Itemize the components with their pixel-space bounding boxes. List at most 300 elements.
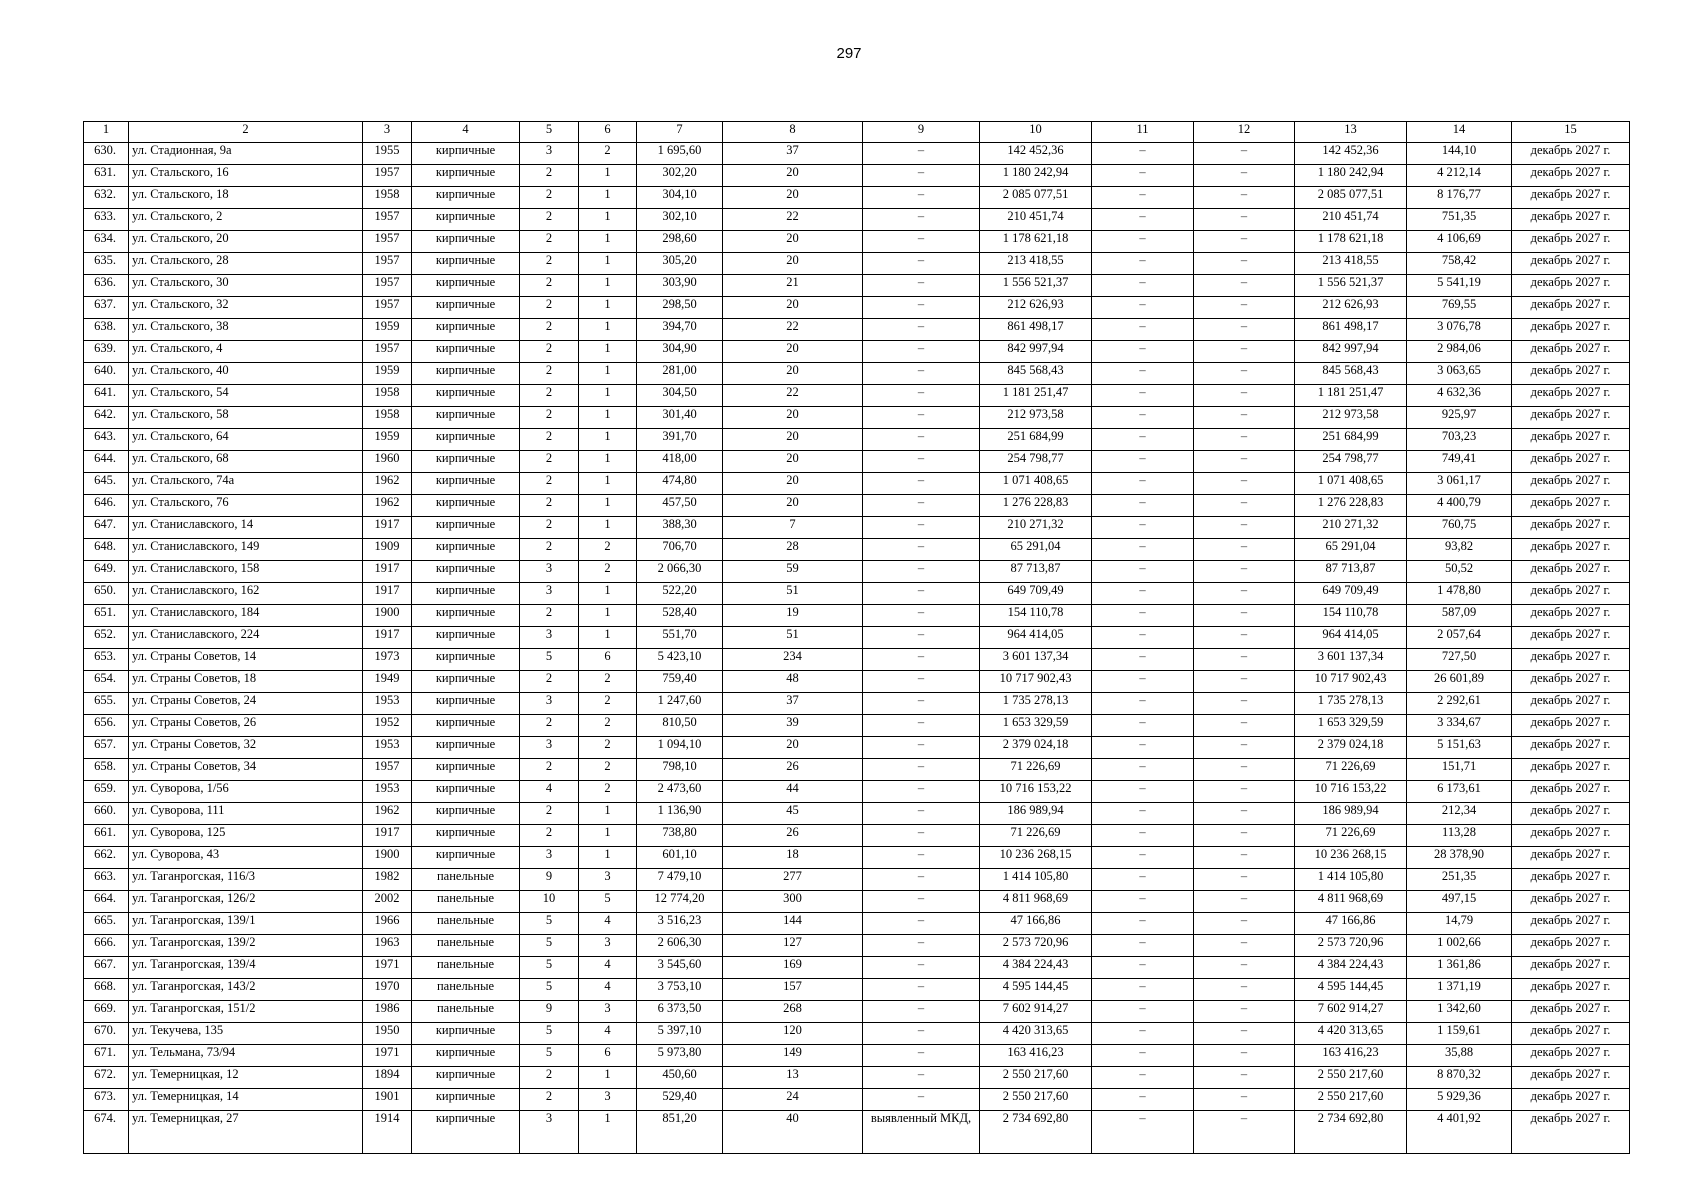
column-header-7: 7 [637, 122, 723, 143]
table-row [84, 275, 1630, 297]
cell-cost-col-11: – [1092, 671, 1194, 693]
cell-deadline: декабрь 2027 г. [1512, 473, 1630, 495]
column-header-9: 9 [863, 122, 980, 143]
cell-cost-col-11: – [1092, 627, 1194, 649]
cell-total-area: 474,80 [637, 473, 723, 495]
cell-cost-col-11: – [1092, 803, 1194, 825]
cell-address: ул. Суворова, 111 [129, 803, 363, 825]
cell-cost-col-12: – [1194, 605, 1295, 627]
column-header-2: 2 [129, 122, 363, 143]
cell-address: ул. Стальского, 58 [129, 407, 363, 429]
cell-cost-total: 2 550 217,60 [980, 1067, 1092, 1089]
table-row [84, 407, 1630, 429]
cell-entrances: 1 [579, 165, 637, 187]
table-row [84, 231, 1630, 253]
cell-deadline: декабрь 2027 г. [1512, 385, 1630, 407]
cell-wall-material: кирпичные [412, 495, 520, 517]
cell-deadline: декабрь 2027 г. [1512, 935, 1630, 957]
cell-address: ул. Таганрогская, 116/3 [129, 869, 363, 891]
cell-floors: 2 [520, 715, 579, 737]
cell-deadline: декабрь 2027 г. [1512, 825, 1630, 847]
table-row [84, 319, 1630, 341]
cell-year-built: 1894 [363, 1067, 412, 1089]
cell-row-number: 640. [84, 363, 129, 385]
cell-year-built: 1957 [363, 341, 412, 363]
cell-cost-per-sqm: 1 342,60 [1407, 1001, 1512, 1023]
cell-wall-material: кирпичные [412, 539, 520, 561]
cell-note: – [863, 1045, 980, 1067]
cell-cost-total: 1 556 521,37 [980, 275, 1092, 297]
cell-floors: 5 [520, 1023, 579, 1045]
cell-cost-col-13: 2 734 692,80 [1295, 1111, 1407, 1154]
cell-address: ул. Станиславского, 162 [129, 583, 363, 605]
cell-cost-per-sqm: 5 151,63 [1407, 737, 1512, 759]
cell-cost-per-sqm: 2 057,64 [1407, 627, 1512, 649]
cell-cost-col-12: – [1194, 693, 1295, 715]
cell-total-area: 450,60 [637, 1067, 723, 1089]
cell-residents: 20 [723, 429, 863, 451]
cell-wall-material: кирпичные [412, 517, 520, 539]
cell-residents: 20 [723, 407, 863, 429]
cell-cost-col-11: – [1092, 1023, 1194, 1045]
cell-year-built: 1959 [363, 319, 412, 341]
cell-wall-material: кирпичные [412, 1067, 520, 1089]
cell-floors: 2 [520, 451, 579, 473]
cell-note: – [863, 275, 980, 297]
table-row [84, 561, 1630, 583]
cell-cost-col-11: – [1092, 1111, 1194, 1154]
cell-cost-per-sqm: 1 002,66 [1407, 935, 1512, 957]
table-row [84, 253, 1630, 275]
table-row [84, 847, 1630, 869]
cell-cost-per-sqm: 1 159,61 [1407, 1023, 1512, 1045]
cell-cost-col-13: 163 416,23 [1295, 1045, 1407, 1067]
cell-floors: 5 [520, 649, 579, 671]
cell-cost-col-12: – [1194, 275, 1295, 297]
cell-year-built: 1986 [363, 1001, 412, 1023]
cell-address: ул. Станиславского, 224 [129, 627, 363, 649]
cell-cost-col-13: 212 973,58 [1295, 407, 1407, 429]
table-row [84, 671, 1630, 693]
cell-cost-col-12: – [1194, 781, 1295, 803]
cell-cost-col-12: – [1194, 759, 1295, 781]
cell-wall-material: кирпичные [412, 297, 520, 319]
cell-cost-total: 1 653 329,59 [980, 715, 1092, 737]
cell-wall-material: кирпичные [412, 1045, 520, 1067]
table-row [84, 737, 1630, 759]
cell-deadline: декабрь 2027 г. [1512, 231, 1630, 253]
cell-total-area: 1 094,10 [637, 737, 723, 759]
cell-cost-col-13: 649 709,49 [1295, 583, 1407, 605]
cell-cost-per-sqm: 50,52 [1407, 561, 1512, 583]
cell-year-built: 1957 [363, 759, 412, 781]
cell-floors: 2 [520, 231, 579, 253]
cell-cost-col-13: 212 626,93 [1295, 297, 1407, 319]
column-header-15: 15 [1512, 122, 1630, 143]
cell-note: – [863, 209, 980, 231]
cell-cost-per-sqm: 3 061,17 [1407, 473, 1512, 495]
cell-year-built: 1958 [363, 407, 412, 429]
cell-cost-total: 861 498,17 [980, 319, 1092, 341]
cell-cost-total: 2 734 692,80 [980, 1111, 1092, 1154]
cell-deadline: декабрь 2027 г. [1512, 319, 1630, 341]
cell-wall-material: кирпичные [412, 231, 520, 253]
cell-cost-per-sqm: 760,75 [1407, 517, 1512, 539]
cell-cost-col-11: – [1092, 165, 1194, 187]
cell-row-number: 636. [84, 275, 129, 297]
table-row [84, 1111, 1630, 1154]
cell-total-area: 1 136,90 [637, 803, 723, 825]
cell-deadline: декабрь 2027 г. [1512, 1067, 1630, 1089]
cell-cost-col-13: 10 716 153,22 [1295, 781, 1407, 803]
cell-cost-col-12: – [1194, 803, 1295, 825]
cell-address: ул. Стальского, 68 [129, 451, 363, 473]
cell-cost-per-sqm: 587,09 [1407, 605, 1512, 627]
cell-cost-col-11: – [1092, 143, 1194, 165]
cell-note: – [863, 583, 980, 605]
cell-cost-total: 163 416,23 [980, 1045, 1092, 1067]
table-row [84, 473, 1630, 495]
cell-row-number: 648. [84, 539, 129, 561]
cell-row-number: 658. [84, 759, 129, 781]
cell-year-built: 1953 [363, 781, 412, 803]
cell-deadline: декабрь 2027 г. [1512, 561, 1630, 583]
cell-floors: 4 [520, 781, 579, 803]
cell-entrances: 4 [579, 957, 637, 979]
cell-entrances: 1 [579, 187, 637, 209]
cell-floors: 2 [520, 1067, 579, 1089]
cell-address: ул. Стальского, 20 [129, 231, 363, 253]
cell-entrances: 4 [579, 1023, 637, 1045]
cell-year-built: 1957 [363, 275, 412, 297]
cell-cost-col-13: 964 414,05 [1295, 627, 1407, 649]
cell-wall-material: кирпичные [412, 319, 520, 341]
cell-cost-col-12: – [1194, 1023, 1295, 1045]
cell-residents: 28 [723, 539, 863, 561]
cell-cost-col-12: – [1194, 473, 1295, 495]
cell-cost-col-12: – [1194, 737, 1295, 759]
cell-cost-total: 10 236 268,15 [980, 847, 1092, 869]
cell-cost-per-sqm: 1 478,80 [1407, 583, 1512, 605]
cell-cost-total: 1 181 251,47 [980, 385, 1092, 407]
cell-deadline: декабрь 2027 г. [1512, 979, 1630, 1001]
table-row [84, 1001, 1630, 1023]
cell-total-area: 738,80 [637, 825, 723, 847]
cell-residents: 39 [723, 715, 863, 737]
cell-wall-material: кирпичные [412, 759, 520, 781]
cell-cost-total: 4 595 144,45 [980, 979, 1092, 1001]
cell-entrances: 3 [579, 869, 637, 891]
cell-address: ул. Суворова, 43 [129, 847, 363, 869]
cell-entrances: 2 [579, 539, 637, 561]
cell-residents: 127 [723, 935, 863, 957]
cell-year-built: 1952 [363, 715, 412, 737]
cell-total-area: 851,20 [637, 1111, 723, 1154]
cell-cost-total: 1 735 278,13 [980, 693, 1092, 715]
cell-cost-col-13: 1 178 621,18 [1295, 231, 1407, 253]
cell-row-number: 635. [84, 253, 129, 275]
cell-cost-per-sqm: 3 334,67 [1407, 715, 1512, 737]
cell-cost-per-sqm: 2 292,61 [1407, 693, 1512, 715]
cell-address: ул. Таганрогская, 143/2 [129, 979, 363, 1001]
cell-floors: 2 [520, 253, 579, 275]
cell-wall-material: кирпичные [412, 275, 520, 297]
cell-cost-total: 10 716 153,22 [980, 781, 1092, 803]
cell-note: – [863, 319, 980, 341]
cell-entrances: 5 [579, 891, 637, 913]
cell-note: – [863, 737, 980, 759]
cell-entrances: 3 [579, 1089, 637, 1111]
cell-cost-total: 7 602 914,27 [980, 1001, 1092, 1023]
cell-wall-material: кирпичные [412, 605, 520, 627]
cell-residents: 7 [723, 517, 863, 539]
cell-cost-col-12: – [1194, 1111, 1295, 1154]
cell-cost-col-11: – [1092, 957, 1194, 979]
column-header-5: 5 [520, 122, 579, 143]
cell-row-number: 644. [84, 451, 129, 473]
housing-registry-table [83, 121, 1630, 1154]
column-header-12: 12 [1194, 122, 1295, 143]
cell-row-number: 634. [84, 231, 129, 253]
cell-cost-col-13: 4 595 144,45 [1295, 979, 1407, 1001]
cell-address: ул. Суворова, 125 [129, 825, 363, 847]
cell-note: – [863, 231, 980, 253]
cell-cost-total: 4 384 224,43 [980, 957, 1092, 979]
cell-wall-material: панельные [412, 869, 520, 891]
cell-cost-per-sqm: 4 106,69 [1407, 231, 1512, 253]
cell-cost-total: 47 166,86 [980, 913, 1092, 935]
cell-cost-per-sqm: 3 063,65 [1407, 363, 1512, 385]
cell-note: – [863, 825, 980, 847]
cell-address: ул. Стальского, 64 [129, 429, 363, 451]
cell-entrances: 1 [579, 825, 637, 847]
cell-address: ул. Стальского, 32 [129, 297, 363, 319]
cell-row-number: 643. [84, 429, 129, 451]
cell-note: – [863, 539, 980, 561]
cell-cost-col-13: 1 414 105,80 [1295, 869, 1407, 891]
cell-wall-material: кирпичные [412, 407, 520, 429]
cell-cost-col-11: – [1092, 319, 1194, 341]
cell-entrances: 1 [579, 275, 637, 297]
cell-cost-col-11: – [1092, 605, 1194, 627]
cell-row-number: 659. [84, 781, 129, 803]
cell-cost-col-13: 4 420 313,65 [1295, 1023, 1407, 1045]
cell-cost-col-13: 10 236 268,15 [1295, 847, 1407, 869]
cell-year-built: 1953 [363, 693, 412, 715]
table-row [84, 627, 1630, 649]
cell-cost-col-11: – [1092, 253, 1194, 275]
cell-residents: 22 [723, 385, 863, 407]
cell-address: ул. Стальского, 2 [129, 209, 363, 231]
cell-cost-per-sqm: 35,88 [1407, 1045, 1512, 1067]
cell-cost-col-12: – [1194, 913, 1295, 935]
cell-deadline: декабрь 2027 г. [1512, 1023, 1630, 1045]
cell-cost-col-12: – [1194, 671, 1295, 693]
cell-cost-per-sqm: 4 401,92 [1407, 1111, 1512, 1154]
cell-year-built: 1958 [363, 385, 412, 407]
cell-note: – [863, 363, 980, 385]
cell-cost-total: 71 226,69 [980, 825, 1092, 847]
cell-cost-per-sqm: 144,10 [1407, 143, 1512, 165]
cell-row-number: 642. [84, 407, 129, 429]
cell-cost-col-11: – [1092, 583, 1194, 605]
cell-cost-per-sqm: 113,28 [1407, 825, 1512, 847]
cell-year-built: 1962 [363, 495, 412, 517]
cell-cost-col-13: 186 989,94 [1295, 803, 1407, 825]
table-row [84, 715, 1630, 737]
cell-wall-material: кирпичные [412, 473, 520, 495]
cell-floors: 2 [520, 825, 579, 847]
cell-total-area: 798,10 [637, 759, 723, 781]
cell-address: ул. Текучева, 135 [129, 1023, 363, 1045]
cell-cost-col-11: – [1092, 539, 1194, 561]
cell-cost-col-11: – [1092, 561, 1194, 583]
cell-floors: 2 [520, 165, 579, 187]
column-header-10: 10 [980, 122, 1092, 143]
cell-cost-col-12: – [1194, 319, 1295, 341]
cell-cost-col-12: – [1194, 231, 1295, 253]
cell-residents: 22 [723, 209, 863, 231]
cell-cost-total: 2 573 720,96 [980, 935, 1092, 957]
cell-cost-col-13: 213 418,55 [1295, 253, 1407, 275]
table-row [84, 781, 1630, 803]
cell-row-number: 669. [84, 1001, 129, 1023]
cell-cost-col-13: 87 713,87 [1295, 561, 1407, 583]
cell-year-built: 1900 [363, 847, 412, 869]
cell-cost-per-sqm: 5 541,19 [1407, 275, 1512, 297]
cell-row-number: 647. [84, 517, 129, 539]
cell-cost-total: 210 271,32 [980, 517, 1092, 539]
cell-year-built: 1970 [363, 979, 412, 1001]
cell-residents: 20 [723, 187, 863, 209]
cell-cost-per-sqm: 212,34 [1407, 803, 1512, 825]
cell-cost-col-13: 154 110,78 [1295, 605, 1407, 627]
table-row [84, 363, 1630, 385]
cell-row-number: 666. [84, 935, 129, 957]
cell-cost-col-11: – [1092, 407, 1194, 429]
page-number: 297 [836, 45, 862, 62]
table-row [84, 187, 1630, 209]
cell-row-number: 651. [84, 605, 129, 627]
cell-entrances: 3 [579, 935, 637, 957]
column-header-4: 4 [412, 122, 520, 143]
cell-cost-total: 4 420 313,65 [980, 1023, 1092, 1045]
cell-row-number: 650. [84, 583, 129, 605]
cell-floors: 2 [520, 297, 579, 319]
cell-cost-total: 4 811 968,69 [980, 891, 1092, 913]
table-row [84, 385, 1630, 407]
cell-note: – [863, 715, 980, 737]
cell-cost-col-11: – [1092, 693, 1194, 715]
cell-entrances: 1 [579, 605, 637, 627]
cell-cost-col-12: – [1194, 627, 1295, 649]
cell-note: – [863, 605, 980, 627]
cell-cost-col-12: – [1194, 891, 1295, 913]
cell-note: – [863, 759, 980, 781]
cell-row-number: 637. [84, 297, 129, 319]
cell-wall-material: кирпичные [412, 561, 520, 583]
cell-cost-col-12: – [1194, 649, 1295, 671]
cell-entrances: 1 [579, 803, 637, 825]
cell-total-area: 304,10 [637, 187, 723, 209]
cell-cost-total: 2 550 217,60 [980, 1089, 1092, 1111]
cell-deadline: декабрь 2027 г. [1512, 781, 1630, 803]
cell-address: ул. Темерницкая, 12 [129, 1067, 363, 1089]
cell-note: – [863, 495, 980, 517]
cell-cost-per-sqm: 26 601,89 [1407, 671, 1512, 693]
cell-cost-col-12: – [1194, 935, 1295, 957]
cell-entrances: 1 [579, 1067, 637, 1089]
cell-deadline: декабрь 2027 г. [1512, 341, 1630, 363]
cell-cost-col-13: 251 684,99 [1295, 429, 1407, 451]
cell-cost-col-12: – [1194, 495, 1295, 517]
cell-total-area: 418,00 [637, 451, 723, 473]
cell-cost-col-11: – [1092, 1045, 1194, 1067]
cell-wall-material: кирпичные [412, 1111, 520, 1154]
cell-floors: 2 [520, 759, 579, 781]
cell-note: – [863, 187, 980, 209]
cell-year-built: 1957 [363, 209, 412, 231]
cell-total-area: 5 973,80 [637, 1045, 723, 1067]
cell-row-number: 674. [84, 1111, 129, 1154]
cell-deadline: декабрь 2027 г. [1512, 517, 1630, 539]
cell-total-area: 5 397,10 [637, 1023, 723, 1045]
cell-cost-col-13: 65 291,04 [1295, 539, 1407, 561]
table-row [84, 1023, 1630, 1045]
cell-cost-col-12: – [1194, 1045, 1295, 1067]
cell-year-built: 1957 [363, 253, 412, 275]
cell-note: – [863, 561, 980, 583]
cell-row-number: 639. [84, 341, 129, 363]
cell-cost-per-sqm: 8 176,77 [1407, 187, 1512, 209]
cell-deadline: декабрь 2027 г. [1512, 275, 1630, 297]
cell-residents: 37 [723, 143, 863, 165]
cell-address: ул. Стальского, 74а [129, 473, 363, 495]
cell-deadline: декабрь 2027 г. [1512, 165, 1630, 187]
cell-deadline: декабрь 2027 г. [1512, 451, 1630, 473]
cell-cost-col-13: 10 717 902,43 [1295, 671, 1407, 693]
cell-cost-col-12: – [1194, 583, 1295, 605]
cell-deadline: декабрь 2027 г. [1512, 407, 1630, 429]
cell-entrances: 6 [579, 649, 637, 671]
column-header-6: 6 [579, 122, 637, 143]
cell-residents: 20 [723, 473, 863, 495]
table-row [84, 517, 1630, 539]
cell-cost-col-11: – [1092, 979, 1194, 1001]
cell-cost-col-13: 1 556 521,37 [1295, 275, 1407, 297]
cell-floors: 5 [520, 913, 579, 935]
cell-entrances: 2 [579, 781, 637, 803]
cell-entrances: 6 [579, 1045, 637, 1067]
cell-row-number: 664. [84, 891, 129, 913]
cell-wall-material: кирпичные [412, 715, 520, 737]
cell-total-area: 298,60 [637, 231, 723, 253]
cell-cost-total: 142 452,36 [980, 143, 1092, 165]
cell-wall-material: кирпичные [412, 1089, 520, 1111]
cell-residents: 21 [723, 275, 863, 297]
cell-entrances: 1 [579, 583, 637, 605]
table-row [84, 869, 1630, 891]
cell-wall-material: панельные [412, 935, 520, 957]
cell-year-built: 1957 [363, 297, 412, 319]
cell-entrances: 2 [579, 143, 637, 165]
cell-cost-col-12: – [1194, 187, 1295, 209]
cell-row-number: 652. [84, 627, 129, 649]
cell-residents: 300 [723, 891, 863, 913]
cell-wall-material: кирпичные [412, 165, 520, 187]
cell-cost-col-11: – [1092, 1089, 1194, 1111]
cell-cost-col-11: – [1092, 847, 1194, 869]
